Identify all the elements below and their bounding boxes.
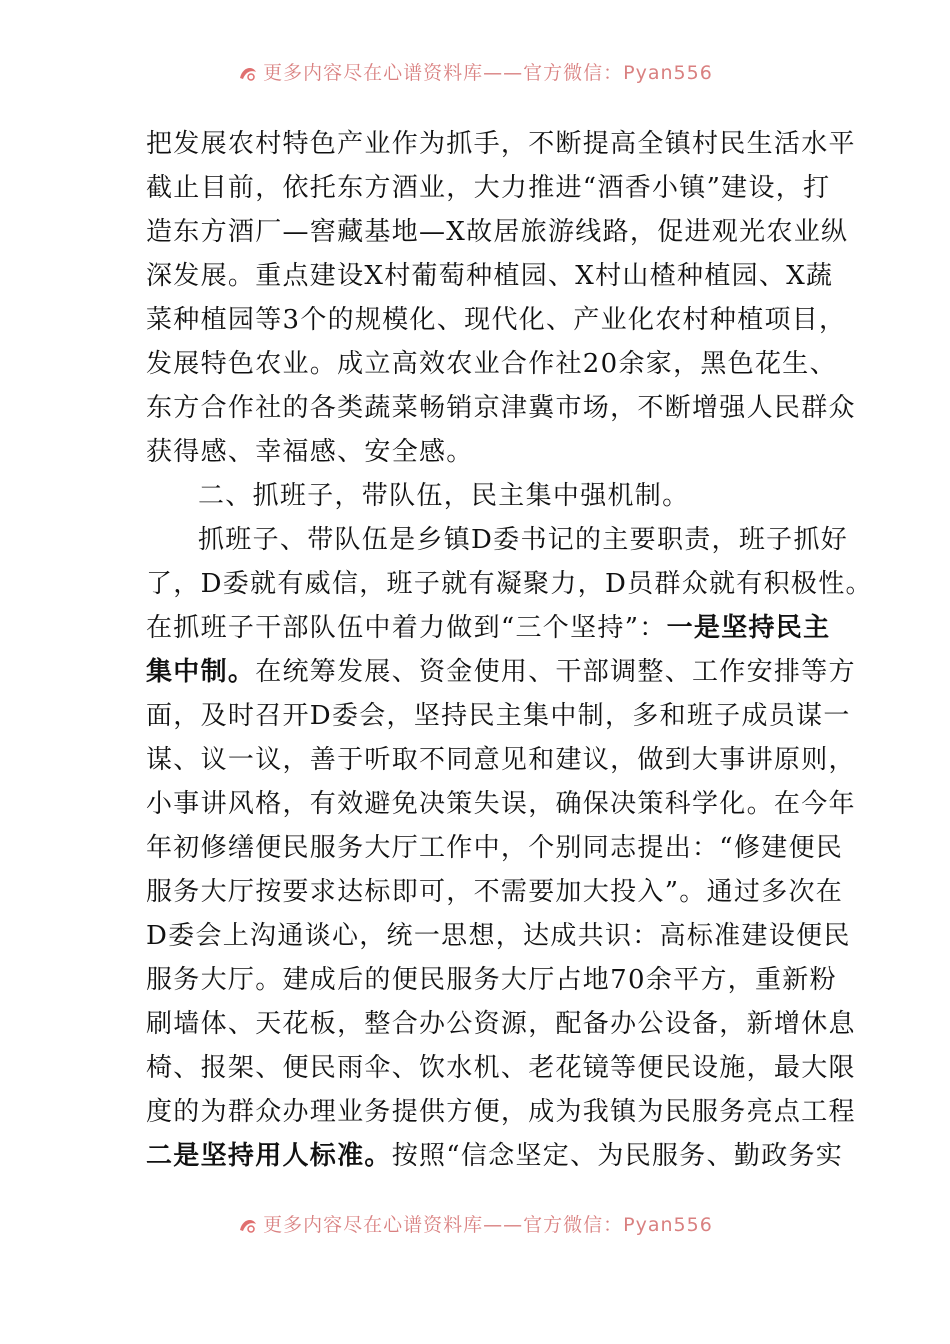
document-body [146, 122, 873, 1178]
text-line: D委会上沟通谈心，统一思想，达成共识：高标准建设便民 [146, 921, 851, 951]
watermark-header [0, 58, 950, 85]
text-line [146, 1134, 844, 1178]
text-line: 把发展农村特色产业作为抓手，不断提高全镇村民生活水平 [146, 129, 856, 159]
text-line: 截止目前，依托东方酒业，大力推进“酒香小镇”建设，打 [146, 173, 831, 203]
text-line: 菜种植园等3个的规模化、现代化、产业化农村种植项目， [146, 305, 847, 335]
text-span: 在抓班子干部队伍中着力做到“三个坚持”： [146, 613, 667, 643]
text-line: 造东方酒厂—窖藏基地—X故居旅游线路，促进观光农业纵 [146, 217, 849, 247]
text-line: 小事讲风格，有效避免决策失误，确保决策科学化。在今年 [146, 789, 856, 819]
bold-point-1: 一是坚持民主 [666, 613, 831, 643]
text-line: 了，D委就有威信，班子就有凝聚力，D员群众就有积极性。 [146, 569, 873, 599]
bold-point-1-cont: 集中制。 [146, 657, 256, 687]
text-line: 年初修缮便民服务大厅工作中，个别同志提出：“修建便民 [146, 833, 844, 863]
text-line [146, 650, 856, 694]
watermark-text: 更多内容尽在心谱资料库——官方微信：Pyan556 [263, 1214, 713, 1236]
bold-point-2: 二是坚持用人标准。 [146, 1141, 392, 1171]
text-line: 获得感、幸福感、安全感。 [146, 437, 474, 467]
text-line: 椅、报架、便民雨伞、饮水机、老花镜等便民设施，最大限 [146, 1053, 856, 1083]
watermark-footer [0, 1210, 950, 1237]
text-span: 在统筹发展、资金使用、干部调整、工作安排等方 [255, 657, 856, 687]
text-line: 服务大厅按要求达标即可，不需要加大投入”。通过多次在 [146, 877, 844, 907]
text-span: 按照“信念坚定、为民服务、勤政务实 [391, 1141, 844, 1171]
watermark-logo-icon [237, 1214, 259, 1236]
text-line: 度的为群众办理业务提供方便，成为我镇为民服务亮点工程 [146, 1097, 856, 1127]
text-line: 刷墙体、天花板，整合办公资源，配备办公设备，新增休息 [146, 1009, 856, 1039]
text-line: 东方合作社的各类蔬菜畅销京津冀市场，不断增强人民群众 [146, 393, 856, 423]
text-line: 服务大厅。建成后的便民服务大厅占地70余平方，重新粉 [146, 965, 837, 995]
watermark-logo-icon [237, 62, 259, 84]
text-line: 深发展。重点建设X村葡萄种植园、X村山楂种植园、X蔬 [146, 261, 834, 291]
text-line: 面，及时召开D委会，坚持民主集中制，多和班子成员谋一 [146, 701, 851, 731]
text-line: 发展特色农业。成立高效农业合作社20余家，黑色花生、 [146, 349, 837, 379]
text-line: 抓班子、带队伍是乡镇D委书记的主要职责，班子抓好 [198, 525, 849, 555]
text-line: 谋、议一议，善于听取不同意见和建议，做到大事讲原则， [146, 745, 856, 775]
watermark-text: 更多内容尽在心谱资料库——官方微信：Pyan556 [263, 62, 713, 84]
text-line [146, 606, 831, 650]
section-heading: 二、抓班子，带队伍，民主集中强机制。 [198, 481, 690, 511]
